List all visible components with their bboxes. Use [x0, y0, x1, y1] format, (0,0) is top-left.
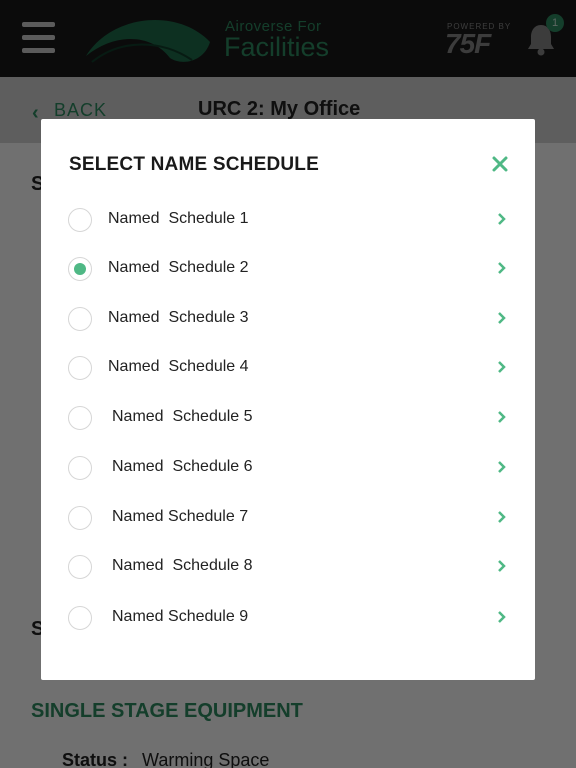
chevron-right-icon[interactable]	[497, 360, 507, 374]
schedule-option-5[interactable]	[41, 398, 535, 438]
radio-button[interactable]	[68, 555, 92, 579]
radio-button-selected[interactable]	[68, 257, 92, 281]
schedule-option-7[interactable]	[41, 498, 535, 538]
select-schedule-dialog	[41, 119, 535, 680]
schedule-option-label: Named Schedule 6	[112, 458, 253, 475]
schedule-option-label: Named Schedule 3	[108, 309, 249, 326]
chevron-right-icon[interactable]	[497, 410, 507, 424]
dialog-title: SELECT NAME SCHEDULE	[69, 154, 319, 175]
close-icon[interactable]	[491, 155, 509, 173]
schedule-option-1[interactable]	[41, 200, 535, 240]
schedule-option-label: Named Schedule 7	[112, 508, 249, 525]
radio-button[interactable]	[68, 456, 92, 480]
schedule-option-4[interactable]	[41, 348, 535, 388]
schedule-option-label: Named Schedule 2	[108, 259, 249, 276]
schedule-option-label: Named Schedule 5	[112, 408, 253, 425]
schedule-option-3[interactable]	[41, 299, 535, 339]
radio-button[interactable]	[68, 506, 92, 530]
chevron-right-icon[interactable]	[497, 460, 507, 474]
chevron-right-icon[interactable]	[497, 559, 507, 573]
schedule-option-label: Named Schedule 8	[112, 557, 253, 574]
chevron-right-icon[interactable]	[497, 261, 507, 275]
schedule-option-label: Named Schedule 4	[108, 358, 249, 375]
chevron-right-icon[interactable]	[497, 212, 507, 226]
schedule-option-label: Named Schedule 9	[112, 608, 249, 625]
radio-button[interactable]	[68, 307, 92, 331]
schedule-option-6[interactable]	[41, 448, 535, 488]
chevron-right-icon[interactable]	[497, 311, 507, 325]
schedule-option-2[interactable]	[41, 249, 535, 289]
radio-button[interactable]	[68, 208, 92, 232]
schedule-option-label: Named Schedule 1	[108, 210, 249, 227]
radio-button[interactable]	[68, 406, 92, 430]
chevron-right-icon[interactable]	[497, 610, 507, 624]
chevron-right-icon[interactable]	[497, 510, 507, 524]
radio-button[interactable]	[68, 606, 92, 630]
radio-button[interactable]	[68, 356, 92, 380]
schedule-option-8[interactable]	[41, 547, 535, 587]
schedule-option-9[interactable]	[41, 598, 535, 638]
